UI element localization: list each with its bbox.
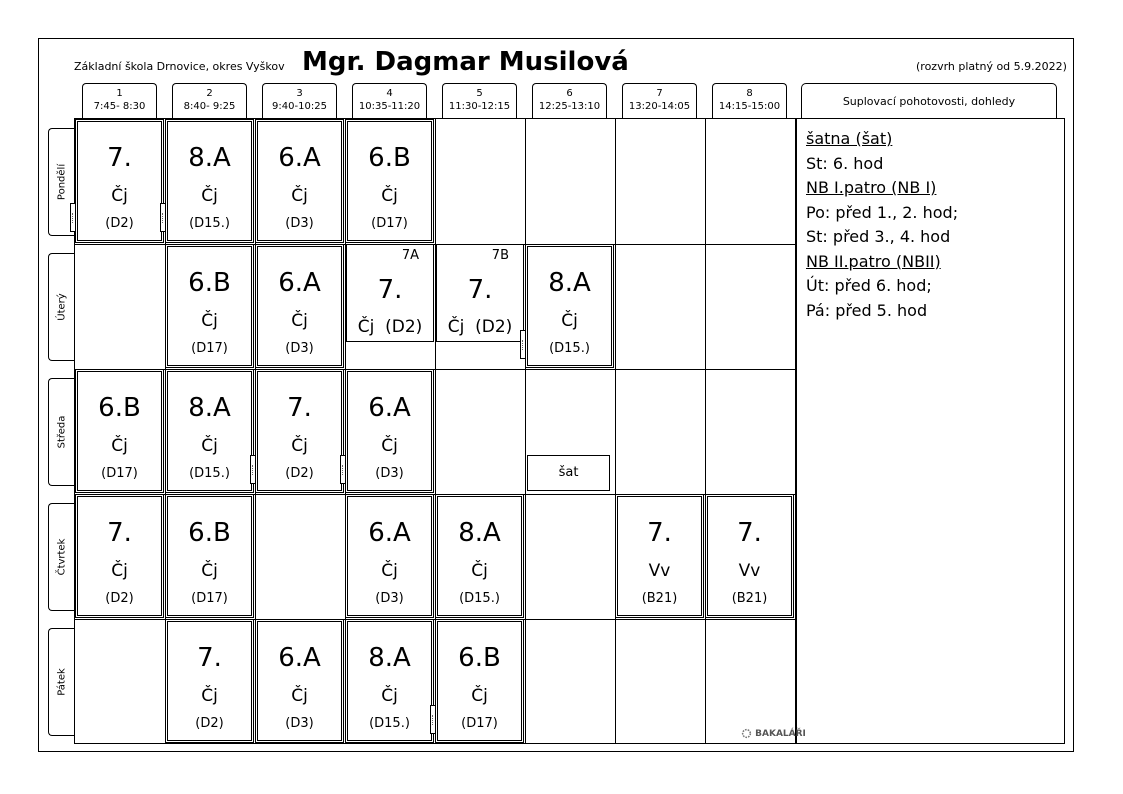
supervision-marker [160, 203, 166, 232]
period-header-4: 4 10:35-11:20 [352, 83, 427, 118]
lesson-mon-3[interactable]: 6.A Čj (D3) [255, 119, 344, 243]
gear-icon [741, 728, 752, 739]
lesson-fri-2[interactable]: 7. Čj (D2) [165, 619, 254, 743]
lesson-tue-6[interactable]: 8.A Čj (D15.) [525, 244, 614, 368]
duty-line: Út: před 6. hod; [806, 276, 932, 295]
validity-date: (rozvrh platný od 5.9.2022) [916, 60, 1067, 73]
teacher-name: Mgr. Dagmar Musilová [302, 47, 629, 77]
lesson-tue-5-group[interactable]: 7B 7. Čj (D2) [436, 244, 524, 342]
duty-line: St: před 3., 4. hod [806, 227, 951, 246]
period-header-8: 8 14:15-15:00 [712, 83, 787, 118]
lesson-mon-2[interactable]: 8.A Čj (D15.) [165, 119, 254, 243]
lesson-tue-3[interactable]: 6.A Čj (D3) [255, 244, 344, 368]
lesson-tue-2[interactable]: 6.B Čj (D17) [165, 244, 254, 368]
lesson-fri-3[interactable]: 6.A Čj (D3) [255, 619, 344, 743]
day-header-monday: Pondělí [48, 128, 74, 236]
lesson-thu-7[interactable]: 7. Vv (B21) [615, 494, 704, 618]
supervision-marker [250, 455, 256, 484]
lesson-thu-1[interactable]: 7. Čj (D2) [75, 494, 164, 618]
supervision-header: Suplovací pohotovosti, dohledy [801, 83, 1057, 118]
day-header-friday: Pátek [48, 628, 74, 736]
period-header-5: 5 11:30-12:15 [442, 83, 517, 118]
duty-cell-wed-6[interactable]: šat [527, 455, 610, 491]
lesson-thu-2[interactable]: 6.B Čj (D17) [165, 494, 254, 618]
supervision-marker [430, 705, 436, 734]
period-header-1: 1 7:45- 8:30 [82, 83, 157, 118]
period-header-6: 6 12:25-13:10 [532, 83, 607, 118]
lesson-wed-4[interactable]: 6.A Čj (D3) [345, 369, 434, 493]
supervision-marker [520, 330, 526, 359]
duty-line: Pá: před 5. hod [806, 300, 928, 320]
lesson-wed-1[interactable]: 6.B Čj (D17) [75, 369, 164, 493]
lesson-wed-2[interactable]: 8.A Čj (D15.) [165, 369, 254, 493]
lesson-mon-4[interactable]: 6.B Čj (D17) [345, 119, 434, 243]
supervision-marker [340, 455, 346, 484]
lesson-mon-1[interactable]: 7. Čj (D2) [75, 119, 164, 243]
period-header-2: 2 8:40- 9:25 [172, 83, 247, 118]
lesson-fri-5[interactable]: 6.B Čj (D17) [435, 619, 524, 743]
lesson-wed-3[interactable]: 7. Čj (D2) [255, 369, 344, 493]
period-header-7: 7 13:20-14:05 [622, 83, 697, 118]
bakalari-logo: BAKALÁŘI [741, 728, 806, 739]
lesson-fri-4[interactable]: 8.A Čj (D15.) [345, 619, 434, 743]
duty-title-floor-2: NB II.patro (NBII) [806, 251, 941, 271]
day-header-thursday: Čtvrtek [48, 503, 74, 611]
period-header-3: 3 9:40-10:25 [262, 83, 337, 118]
duty-line: Po: před 1., 2. hod; [806, 202, 959, 222]
lesson-tue-4-group[interactable]: 7A 7. Čj (D2) [346, 244, 434, 342]
day-header-tuesday: Úterý [48, 253, 74, 361]
duty-line: St: 6. hod [806, 153, 884, 173]
duty-title-cloakroom: šatna (šat) [806, 129, 893, 148]
lesson-thu-5[interactable]: 8.A Čj (D15.) [435, 494, 524, 618]
duty-title-floor-1: NB I.patro (NB I) [806, 178, 937, 197]
supervision-marker [70, 203, 76, 232]
day-header-wednesday: Středa [48, 378, 74, 486]
lesson-thu-4[interactable]: 6.A Čj (D3) [345, 494, 434, 618]
school-name: Základní škola Drnovice, okres Vyškov [74, 60, 285, 73]
supervision-panel [796, 118, 1065, 744]
lesson-thu-8[interactable]: 7. Vv (B21) [705, 494, 794, 618]
